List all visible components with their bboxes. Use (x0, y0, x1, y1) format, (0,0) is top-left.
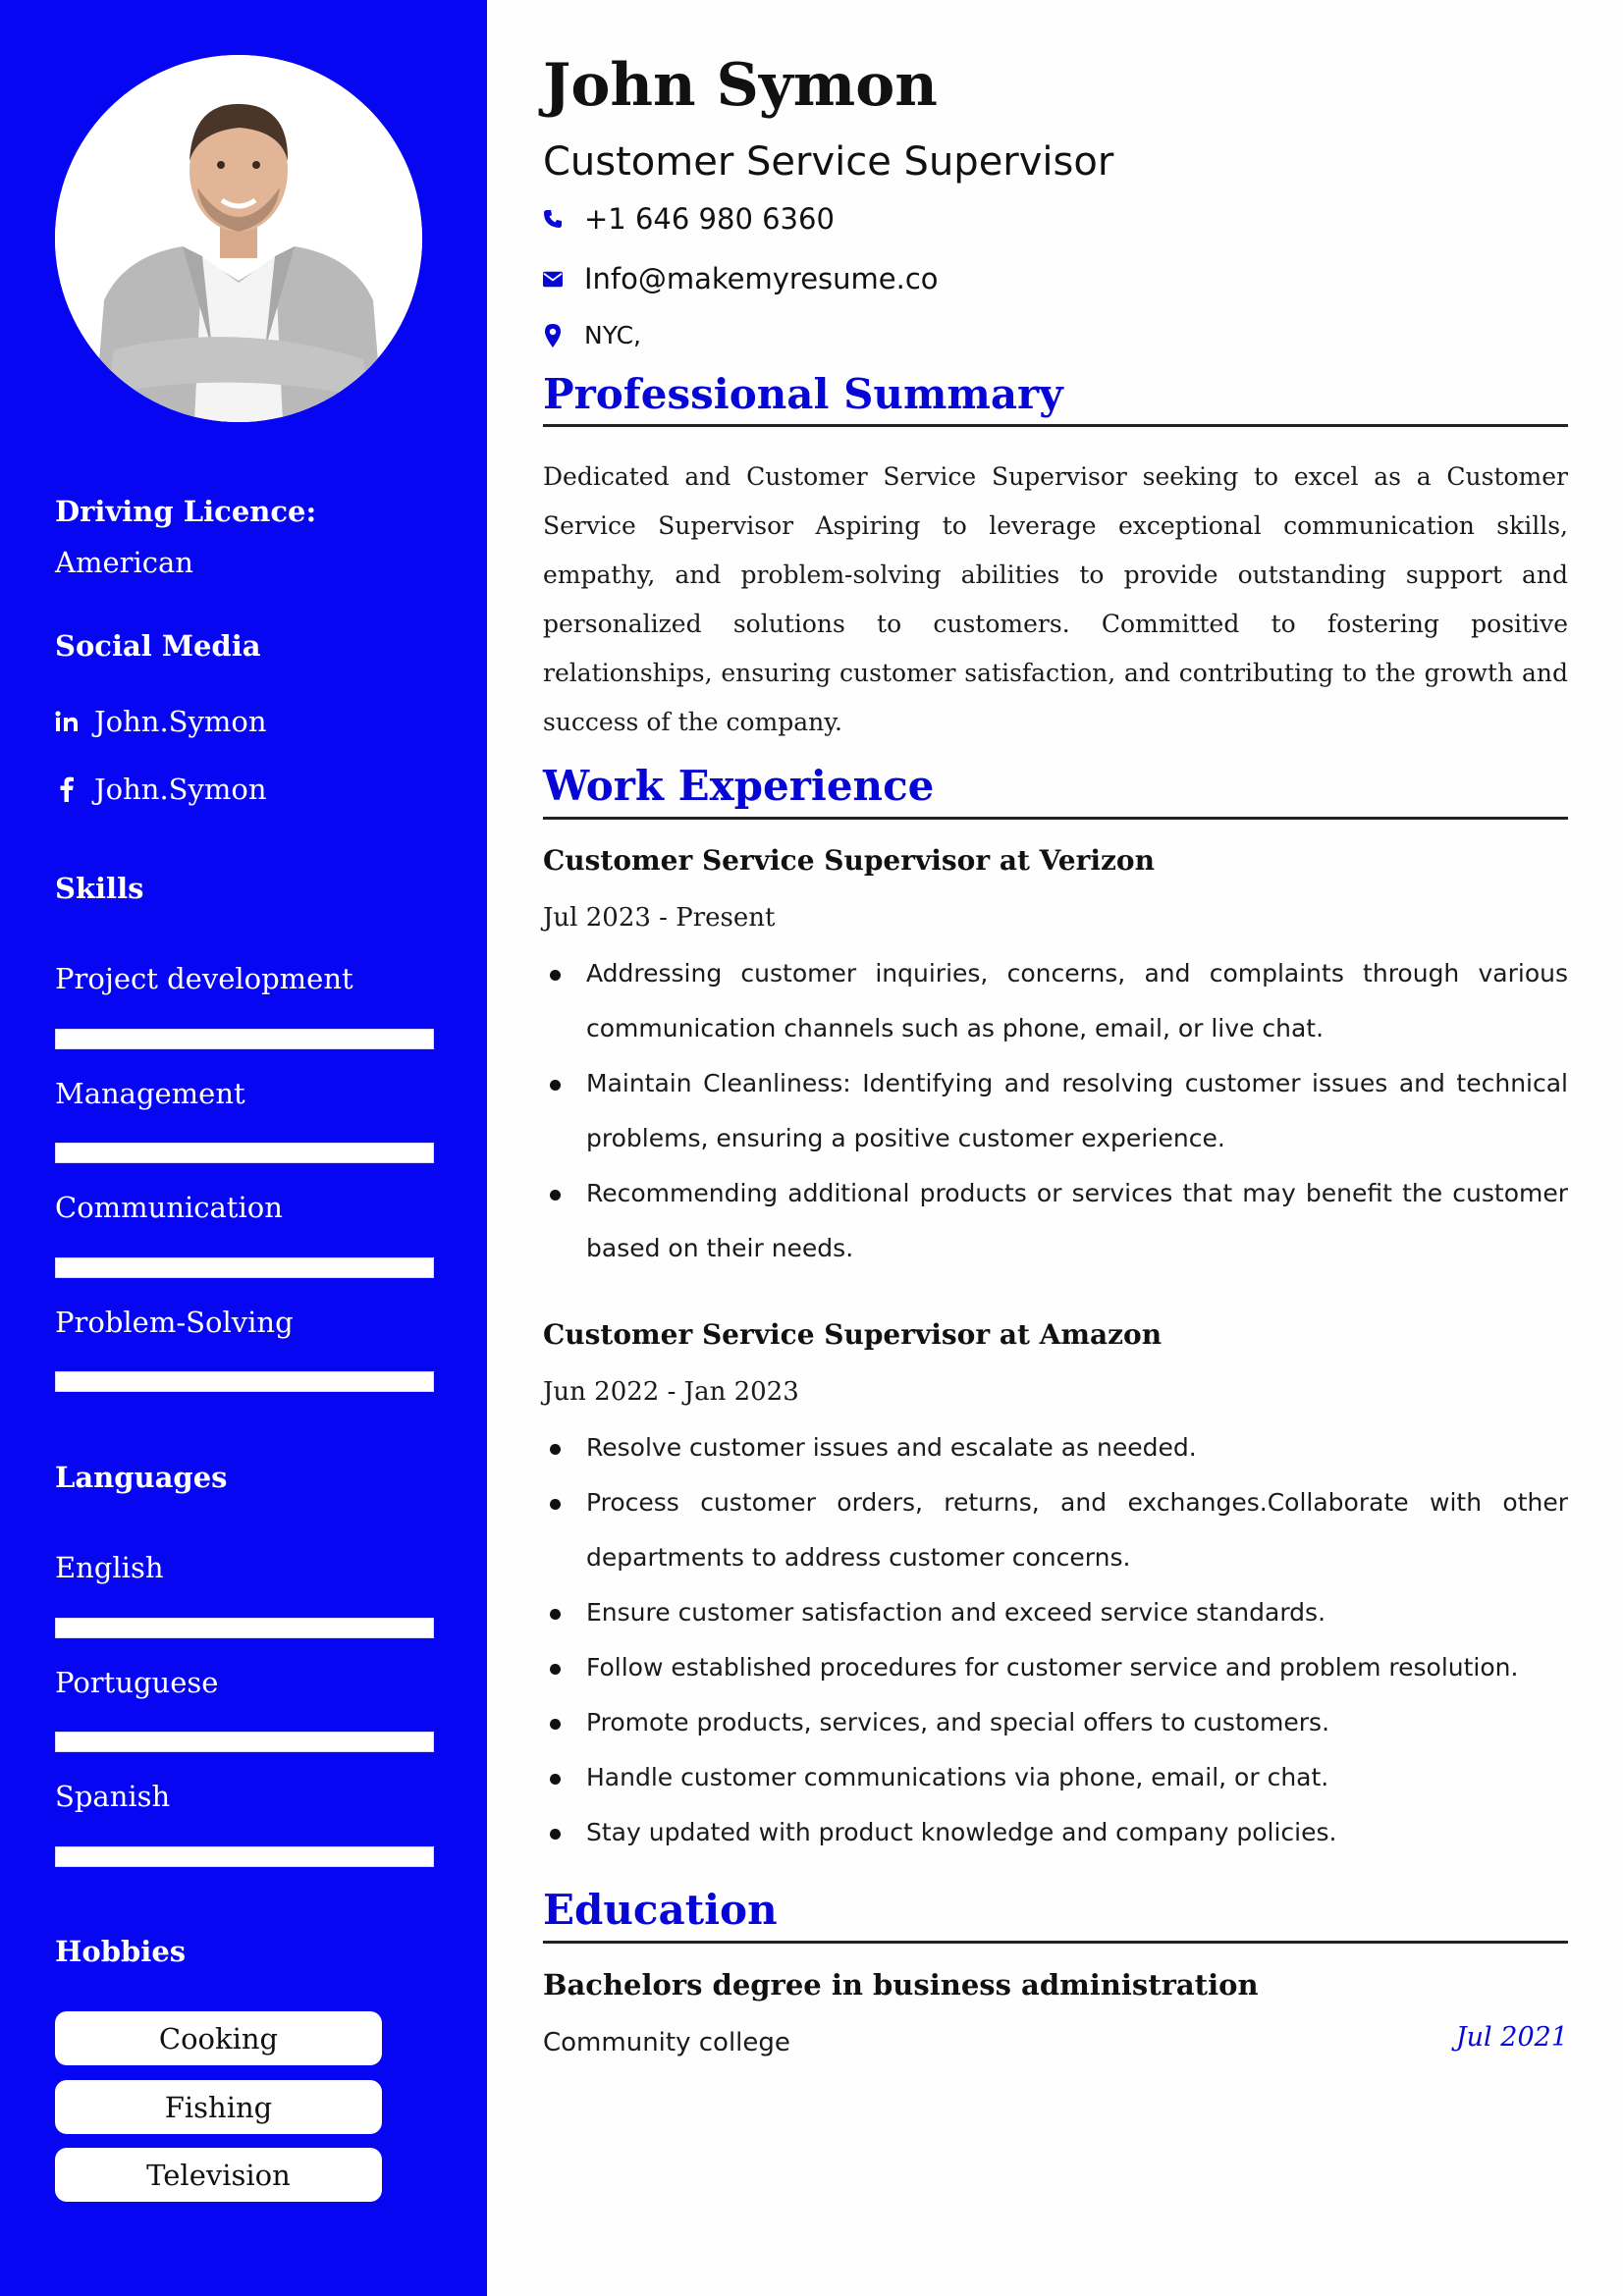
job-dates: Jul 2023 - Present (543, 903, 776, 933)
linkedin-icon (55, 708, 79, 735)
social-item-linkedin[interactable] (55, 705, 267, 738)
hobbies-heading: Hobbies (55, 1935, 187, 1968)
list-item: Ensure customer satisfaction and exceed service standards. (543, 1585, 1568, 1640)
facebook-handle: John.Symon (94, 773, 267, 806)
contact-email[interactable] (543, 262, 939, 295)
envelope-icon (543, 266, 563, 292)
facebook-icon (55, 775, 79, 803)
profile-photo (55, 55, 422, 422)
driving-licence-value: American (55, 546, 193, 579)
list-item: Handle customer communications via phone, email, or chat. (543, 1750, 1568, 1805)
sidebar (0, 0, 487, 2296)
skill-bar (55, 1143, 434, 1163)
skill-label: Communication (55, 1191, 283, 1224)
social-media-heading: Social Media (55, 629, 261, 663)
language-bar (55, 1618, 434, 1638)
candidate-name: John Symon (543, 51, 938, 120)
list-item: Follow established procedures for customer service and problem resolution. (543, 1640, 1568, 1695)
summary-text: Dedicated and Customer Service Supervisor seeking to excel as a Customer Service Supervisor Aspiring to leverage exceptional communication skills, empathy, and problem-solving abilities to provide outstanding support and personalized solutions to customers. Committed to fostering positive relationships, ensuring customer satisfaction, and contributing to the growth and success of the company. (543, 462, 1568, 736)
list-item: Maintain Cleanliness: Identifying and resolving customer issues and technical problems, ensuring a positive customer experience. (543, 1056, 1568, 1166)
skills-heading: Skills (55, 872, 144, 905)
list-item: Promote products, services, and special offers to customers. (543, 1695, 1568, 1750)
location: NYC, (584, 321, 642, 349)
education-school: Community college (543, 2028, 790, 2057)
avatar (55, 55, 422, 422)
skill-bar (55, 1029, 434, 1049)
section-divider (543, 817, 1568, 820)
section-divider (543, 1941, 1568, 1944)
language-label: Spanish (55, 1780, 171, 1813)
language-label: Portuguese (55, 1666, 219, 1699)
hobby-pill: Television (55, 2148, 382, 2202)
social-item-facebook[interactable] (55, 773, 267, 806)
job-bullets (543, 946, 1568, 1276)
education-degree: Bachelors degree in business administration (543, 1968, 1259, 2002)
skill-bar (55, 1371, 434, 1392)
skill-label: Problem-Solving (55, 1306, 294, 1339)
language-bar (55, 1732, 434, 1752)
experience-heading: Work Experience (543, 762, 935, 810)
hobby-pill: Cooking (55, 2011, 382, 2065)
linkedin-handle: John.Symon (94, 705, 267, 738)
summary-heading: Professional Summary (543, 370, 1063, 418)
skill-bar (55, 1257, 434, 1278)
contact-location (543, 321, 641, 349)
list-item: Process customer orders, returns, and exchanges.Collaborate with other departments to address customer concerns. (543, 1475, 1568, 1585)
job-title: Customer Service Supervisor at Amazon (543, 1318, 1163, 1351)
contact-phone[interactable] (543, 202, 835, 236)
list-item: Resolve customer issues and escalate as needed. (543, 1420, 1568, 1475)
list-item: Recommending additional products or services that may benefit the customer based on their needs. (543, 1166, 1568, 1276)
map-pin-icon (543, 323, 563, 348)
hobby-pill: Fishing (55, 2080, 382, 2134)
languages-heading: Languages (55, 1461, 228, 1494)
skill-label: Management (55, 1077, 245, 1110)
skill-label: Project development (55, 962, 353, 995)
section-divider (543, 424, 1568, 427)
job-title: Customer Service Supervisor at Verizon (543, 844, 1155, 877)
email-address: Info@makemyresume.co (584, 262, 939, 295)
language-bar (55, 1846, 434, 1867)
driving-licence-heading: Driving Licence: (55, 495, 317, 528)
phone-icon (543, 206, 563, 232)
candidate-title: Customer Service Supervisor (543, 139, 1114, 185)
job-dates: Jun 2022 - Jan 2023 (543, 1377, 799, 1407)
education-date: Jul 2021 (1455, 2022, 1568, 2053)
list-item: Addressing customer inquiries, concerns, and complaints through various communication channels such as phone, email, or live chat. (543, 946, 1568, 1056)
phone-number: +1 646 980 6360 (584, 202, 835, 236)
education-heading: Education (543, 1886, 778, 1934)
language-label: English (55, 1551, 164, 1584)
list-item: Stay updated with product knowledge and company policies. (543, 1805, 1568, 1860)
job-bullets (543, 1420, 1568, 1860)
